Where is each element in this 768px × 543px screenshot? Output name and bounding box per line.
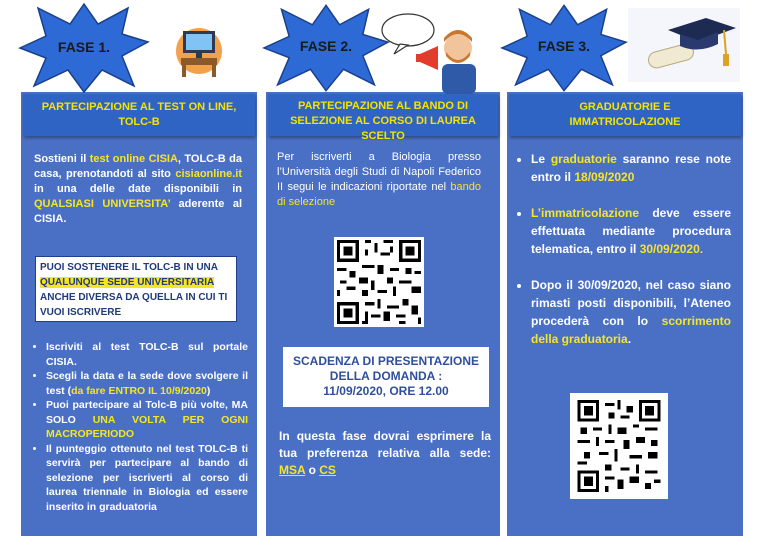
phase-1-bullets bbox=[32, 340, 248, 514]
phase-2-preference: In questa fase dovrai esprimere la tua preferenza relativa alla sede: MSA o CS bbox=[279, 429, 491, 477]
phase-3-star bbox=[500, 2, 628, 94]
deadline-box bbox=[283, 347, 489, 407]
qr-code-icon bbox=[574, 397, 664, 495]
phase-1-header-line1: PARTECIPAZIONE AL TEST ON LINE, bbox=[41, 101, 237, 113]
phase-1-intro: Sostieni il test online CISIA, TOLC-B da casa, prenotandoti al sito cisiaonline.it in una delle date disponibili in QUALSIASI UNIVERSITA’ aderente al CISIA. bbox=[34, 153, 242, 225]
qr-code-icon bbox=[334, 237, 424, 327]
site-cs-link[interactable]: CS bbox=[319, 463, 336, 477]
tolc-any-site-box: PUOI SOSTENERE IL TOLC-B IN UNA QUALUNQUE SEDE UNIVERSITARIA ANCHE DIVERSA DA QUELLA IN CUI TI VUOI ISCRIVERE bbox=[35, 256, 237, 322]
phase-3-header bbox=[509, 94, 741, 136]
computer-icon bbox=[176, 20, 222, 82]
phase-1-header bbox=[23, 94, 255, 136]
megaphone-icon bbox=[380, 8, 488, 94]
deadline-line2: DELLA DOMANDA : bbox=[329, 369, 443, 383]
qr-code-bando[interactable] bbox=[334, 237, 424, 327]
phase-1-label: FASE 1. bbox=[57, 39, 111, 55]
phase-3-header-line2: IMMATRICOLAZIONE bbox=[569, 116, 681, 128]
qr-code-rankings[interactable] bbox=[570, 393, 668, 499]
bullet-register: • Iscriviti al test TOLC-B sul portale CISIA. bbox=[46, 340, 248, 369]
phase-1-star bbox=[18, 2, 150, 94]
phase-3-header-line1: GRADUATORIE E bbox=[579, 101, 671, 113]
deadline-line3: 11/09/2020, ORE 12.00 bbox=[323, 384, 449, 398]
phase-2-intro: Per iscriverti a Biologia presso l’Università degli Studi di Napoli Federico II segui le indicazioni riportate nel bando di selezione bbox=[277, 151, 481, 208]
deadline-line1: SCADENZA DI PRESENTAZIONE bbox=[292, 354, 479, 368]
phase-2-star bbox=[262, 2, 390, 94]
bullet-score: • Il punteggio ottenuto nel test TOLC-B ti servirà per partecipare al bando di selezione per iscriverti al corso di laurea triennale in Biologia ed essere inserito in graduatoria bbox=[46, 442, 248, 515]
phase-1-header-line2: TOLC-B bbox=[118, 116, 160, 128]
phase-2-header bbox=[268, 94, 498, 142]
megaphone-man-illustration bbox=[380, 8, 488, 94]
bullet-rankings: • Le graduatorie saranno rese note entro il 18/09/2020 bbox=[531, 150, 731, 186]
bullet-multiple-attempts: • Puoi partecipare al Tolc-B più volte, MA SOLO UNA VOLTA PER OGNI MACROPERIODO bbox=[46, 398, 248, 442]
graduation-cap-icon bbox=[628, 8, 740, 82]
phase-2-label: FASE 2. bbox=[299, 38, 353, 54]
site-msa-link[interactable]: MSA bbox=[279, 463, 306, 477]
graduation-illustration bbox=[628, 8, 740, 82]
phase-2-header-line2: SELEZIONE AL CORSO DI LAUREA SCELTO bbox=[290, 115, 476, 142]
bullet-enrollment: • L’immatricolazione deve essere effettuata mediante procedura telematica, entro il 30/09/2020. bbox=[531, 204, 731, 258]
phase-3-bullets bbox=[515, 150, 731, 348]
bullet-choose-date: • Scegli la data e la sede dove svolgere il test (da fare ENTRO IL 10/9/2020) bbox=[46, 369, 248, 398]
phase-2-header-line1: PARTECIPAZIONE AL BANDO DI bbox=[297, 100, 469, 112]
computer-illustration bbox=[176, 20, 222, 82]
bullet-scrolling: • Dopo il 30/09/2020, nel caso siano rimasti posti disponibili, l’Ateneo procederà con lo scorrimento della graduatoria. bbox=[531, 276, 731, 348]
phase-3-label: FASE 3. bbox=[537, 38, 591, 54]
